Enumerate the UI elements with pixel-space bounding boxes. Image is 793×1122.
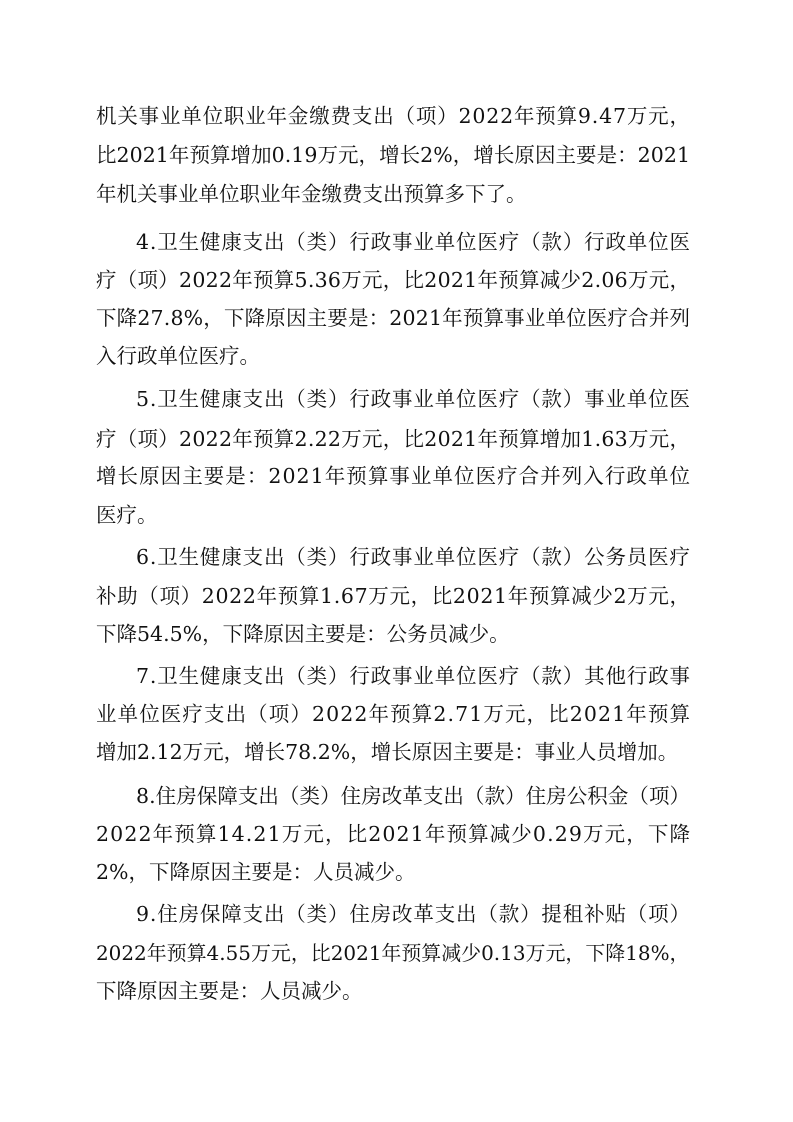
- line-text: 业单位医疗支出（项）2022年预算2.71万元，比2021年预算: [96, 702, 692, 726]
- text-line: [0, 852, 793, 892]
- line-text: 入行政单位医疗。: [96, 344, 260, 368]
- text-line: [0, 174, 793, 214]
- line-text: 9.住房保障支出（类）住房改革支出（款）提租补贴（项）: [136, 902, 691, 926]
- text-line: [0, 894, 793, 934]
- text-line: [0, 495, 793, 535]
- text-line: [0, 694, 793, 734]
- line-text: 2022年预算14.21万元，比2021年预算减少0.29万元，下降: [96, 822, 692, 846]
- text-line: [0, 222, 793, 262]
- line-text: 下降54.5%，下降原因主要是：公务员减少。: [96, 622, 510, 646]
- text-line: [0, 419, 793, 459]
- line-text: 年机关事业单位职业年金缴费支出预算多下了。: [96, 182, 527, 206]
- text-line: [0, 537, 793, 577]
- line-text: 补助（项）2022年预算1.67万元，比2021年预算减少2万元，: [96, 584, 691, 608]
- text-line: [0, 814, 793, 854]
- line-text: 比2021年预算增加0.19万元，增长2%，增长原因主要是：2021: [96, 143, 691, 167]
- text-line: [0, 456, 793, 496]
- text-line: [0, 298, 793, 338]
- line-text: 机关事业单位职业年金缴费支出（项）2022年预算9.47万元，: [96, 104, 691, 128]
- line-text: 医疗。: [96, 503, 158, 527]
- line-text: 2022年预算4.55万元，比2021年预算减少0.13万元，下降18%，: [96, 941, 690, 965]
- text-line: [0, 336, 793, 376]
- line-text: 7.卫生健康支出（类）行政事业单位医疗（款）其他行政事: [136, 664, 691, 688]
- text-line: [0, 614, 793, 654]
- line-text: 下降原因主要是：人员减少。: [96, 979, 363, 1003]
- line-text: 5.卫生健康支出（类）行政事业单位医疗（款）事业单位医: [136, 387, 691, 411]
- line-text: 疗（项）2022年预算2.22万元，比2021年预算增加1.63万元，: [96, 427, 691, 451]
- text-line: [0, 260, 793, 300]
- line-text: 增长原因主要是：2021年预算事业单位医疗合并列入行政单位: [96, 464, 692, 488]
- text-line: [0, 379, 793, 419]
- text-line: [0, 732, 793, 772]
- text-line: [0, 656, 793, 696]
- text-line: [0, 96, 793, 136]
- line-text: 4.卫生健康支出（类）行政事业单位医疗（款）行政单位医: [136, 230, 691, 254]
- text-line: [0, 933, 793, 973]
- text-line: [0, 776, 793, 816]
- line-text: 8.住房保障支出（类）住房改革支出（款）住房公积金（项）: [136, 784, 691, 808]
- text-line: [0, 135, 793, 175]
- line-text: 6.卫生健康支出（类）行政事业单位医疗（款）公务员医疗: [136, 545, 691, 569]
- line-text: 下降27.8%，下降原因主要是：2021年预算事业单位医疗合并列: [96, 306, 691, 330]
- line-text: 疗（项）2022年预算5.36万元，比2021年预算减少2.06万元，: [96, 268, 691, 292]
- text-line: [0, 576, 793, 616]
- text-line: [0, 971, 793, 1011]
- line-text: 增加2.12万元，增长78.2%，增长原因主要是：事业人员增加。: [96, 740, 679, 764]
- line-text: 2%，下降原因主要是：人员减少。: [96, 860, 416, 884]
